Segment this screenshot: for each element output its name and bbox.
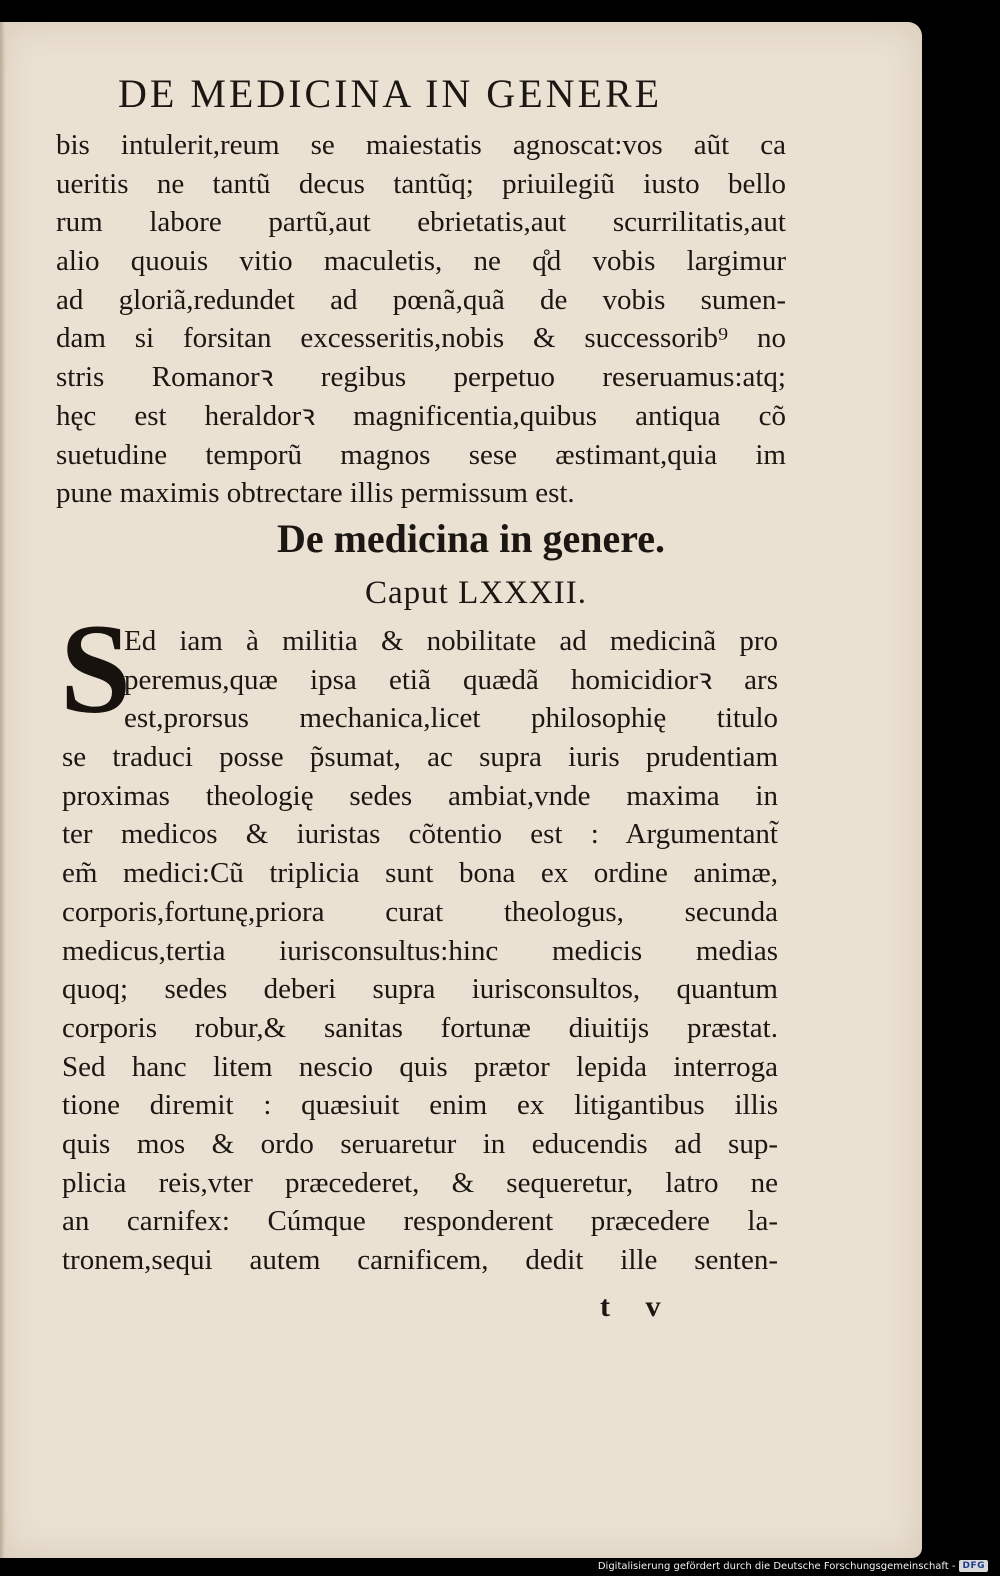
text-line: tronem,sequi autem carnificem, dedit ille senten- bbox=[62, 1244, 778, 1276]
text-line: suetudine temporũ magnos sese æstimant,quia im bbox=[56, 438, 786, 471]
text-line: rum labore partũ,aut ebrietatis,aut scurrilitatis,aut bbox=[56, 206, 786, 239]
text-line: ueritis ne tantũ decus tantũq; priuilegiũ iusto bello bbox=[56, 167, 786, 200]
text-line: tione diremit : quæsiuit enim ex litigantibus illis bbox=[62, 1089, 778, 1122]
text-line: stris Romanorꝛ regibus perpetuo reseruamus:atq; bbox=[56, 361, 786, 394]
digitization-credit bbox=[598, 1560, 988, 1572]
text-line: peremus,quæ ipsa etiã quædã homicidiorꝛ ars bbox=[124, 663, 778, 696]
drop-cap: S bbox=[60, 598, 132, 740]
page-gutter-edge bbox=[0, 22, 6, 1558]
text-line: est,prorsus mechanica,licet philosophię titulo bbox=[124, 702, 778, 735]
text-line: hęc est heraldorꝛ magnificentia,quibus antiqua cõ bbox=[56, 399, 786, 432]
text-line: an carnifex: Cúmque responderent præcedere la- bbox=[62, 1205, 778, 1238]
text-line: corporis robur,& sanitas fortunæ diuitijs præstat. bbox=[62, 1011, 778, 1044]
chapter-body-text bbox=[62, 622, 778, 1280]
dfg-logo: DFG bbox=[959, 1560, 988, 1572]
signature-mark: t v bbox=[600, 1290, 675, 1323]
running-head: DE MEDICINA IN GENERE bbox=[118, 71, 663, 116]
text-line: plicia reis,vter præcederet, & sequeretur, latro ne bbox=[62, 1166, 778, 1199]
text-line: dam si forsitan excesseritis,nobis & successorib⁹ no bbox=[56, 322, 786, 355]
text-line: Sed hanc litem nescio quis prætor lepida interroga bbox=[62, 1050, 778, 1083]
text-line: quis mos & ordo seruaretur in educendis ad sup- bbox=[62, 1127, 778, 1160]
continuation-text bbox=[56, 126, 786, 513]
text-line: Ed iam à militia & nobilitate ad medicinã pro bbox=[124, 625, 778, 657]
text-line: pune maximis obtrectare illis permissum est. bbox=[56, 477, 575, 510]
text-line: medicus,tertia iurisconsultus:hinc medicis medias bbox=[62, 934, 778, 967]
text-line: quoq; sedes deberi supra iurisconsultos, quantum bbox=[62, 973, 778, 1006]
credit-text: Digitalisierung gefördert durch die Deutsche Forschungsgemeinschaft - bbox=[597, 1560, 956, 1572]
text-line: em̃ medici:Cũ triplicia sunt bona ex ordine animæ, bbox=[62, 857, 778, 890]
text-line: bis intulerit,reum se maiestatis agnoscat:vos aũt ca bbox=[56, 129, 786, 161]
section-heading: De medicina in genere. bbox=[276, 516, 666, 561]
text-line: proximas theologię sedes ambiat,vnde maxima in bbox=[62, 779, 778, 812]
text-line: se traduci posse p̃sumat, ac supra iuris prudentiam bbox=[62, 741, 778, 774]
text-line: corporis,fortunę,priora curat theologus, secunda bbox=[62, 895, 778, 928]
chapter-label: Caput LXXXII. bbox=[365, 575, 587, 611]
text-line: alio quouis vitio maculetis, ne q̊d vobis largimur bbox=[56, 245, 786, 278]
text-line: ad gloriã,redundet ad pœnã,quã de vobis sumen- bbox=[56, 283, 786, 316]
text-line: ter medicos & iuristas cõtentio est : Argumentant̃ bbox=[62, 818, 778, 851]
